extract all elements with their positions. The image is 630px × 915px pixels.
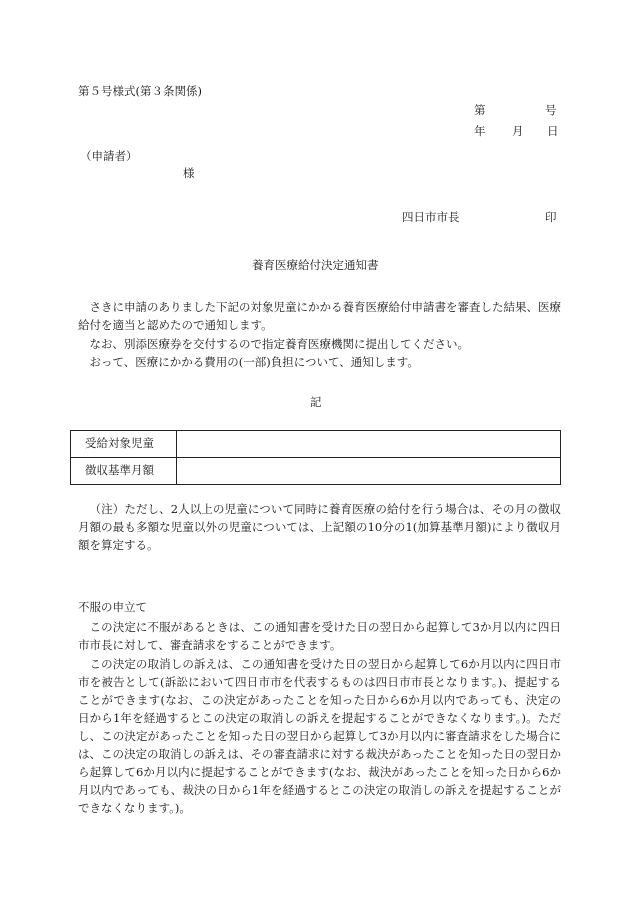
ki-label: 記 <box>310 395 322 409</box>
appeal-paragraph-1: この決定に不服があるときは、この通知書を受けた日の翌日から起算して3か月以内に四日市市長に対して、審査請求をすることができます。 <box>78 620 561 652</box>
body-paragraph-3: おって、医療にかかる費用の(一部)負担について、通知します。 <box>89 355 419 369</box>
table-value-recipient <box>177 431 561 458</box>
date-year: 年 <box>474 124 486 138</box>
table-label-recipient: 受給対象児童 <box>71 431 177 458</box>
number-dai: 第 <box>474 103 486 117</box>
seal: 印 <box>545 210 557 224</box>
appeal-heading: 不服の申立て <box>78 600 147 614</box>
date-day: 日 <box>547 124 559 138</box>
honorific: 様 <box>183 166 195 180</box>
table-label-monthly-base: 徴収基準月額 <box>71 458 177 485</box>
body-paragraph-2: なお、別添医療券を交付するので指定養育医療機関に提出してください。 <box>89 337 469 351</box>
note-paragraph: （注）ただし、2人以上の児童について同時に養育医療の給付を行う場合は、その月の徴収月額の最も多額な児童以外の児童については、上記額の10分の1(加算基準月額)により徴収月額を算定する。 <box>78 502 561 552</box>
table-value-monthly-base <box>177 458 561 485</box>
appeal-paragraph-2: この決定の取消しの訴えは、この通知書を受けた日の翌日から起算して6か月以内に四日市市を被告として(訴訟において四日市市を代表するものは四日市市長となります。)、提起することができます(なお、この決定があったことを知った日から6か月以内であっても、決定の日から1年を経過するとこの決定の取消しの訴えを提起することができなくなります。)。ただし、この決定があったことを知った日の翌日から起算して3か月以内に審査請求をした場合には、この決定の取消しの訴えは、その審査請求に対する裁決があったことを知った日の翌日から起算して6か月以内に提起することができます(なお、裁決があったことを知った日から6か月以内であっても、裁決の日から1年を経過するとこの決定の取消しの訴えを提起することができなくなります。)。 <box>78 657 561 815</box>
table-row <box>71 458 561 485</box>
applicant-label: （申請者） <box>80 149 138 163</box>
table-row <box>71 431 561 458</box>
benefit-table <box>70 430 561 485</box>
date-month: 月 <box>512 124 524 138</box>
number-go: 号 <box>545 103 557 117</box>
issuer: 四日市市長 <box>402 210 460 224</box>
body-paragraph-1: さきに申請のありました下記の対象児童にかかる養育医療給付申請書を審査した結果、医療給付を適当と認めたので通知します。 <box>78 300 561 332</box>
form-id: 第５号様式(第３条関係) <box>78 84 202 98</box>
page-title: 養育医療給付決定通知書 <box>252 258 379 272</box>
